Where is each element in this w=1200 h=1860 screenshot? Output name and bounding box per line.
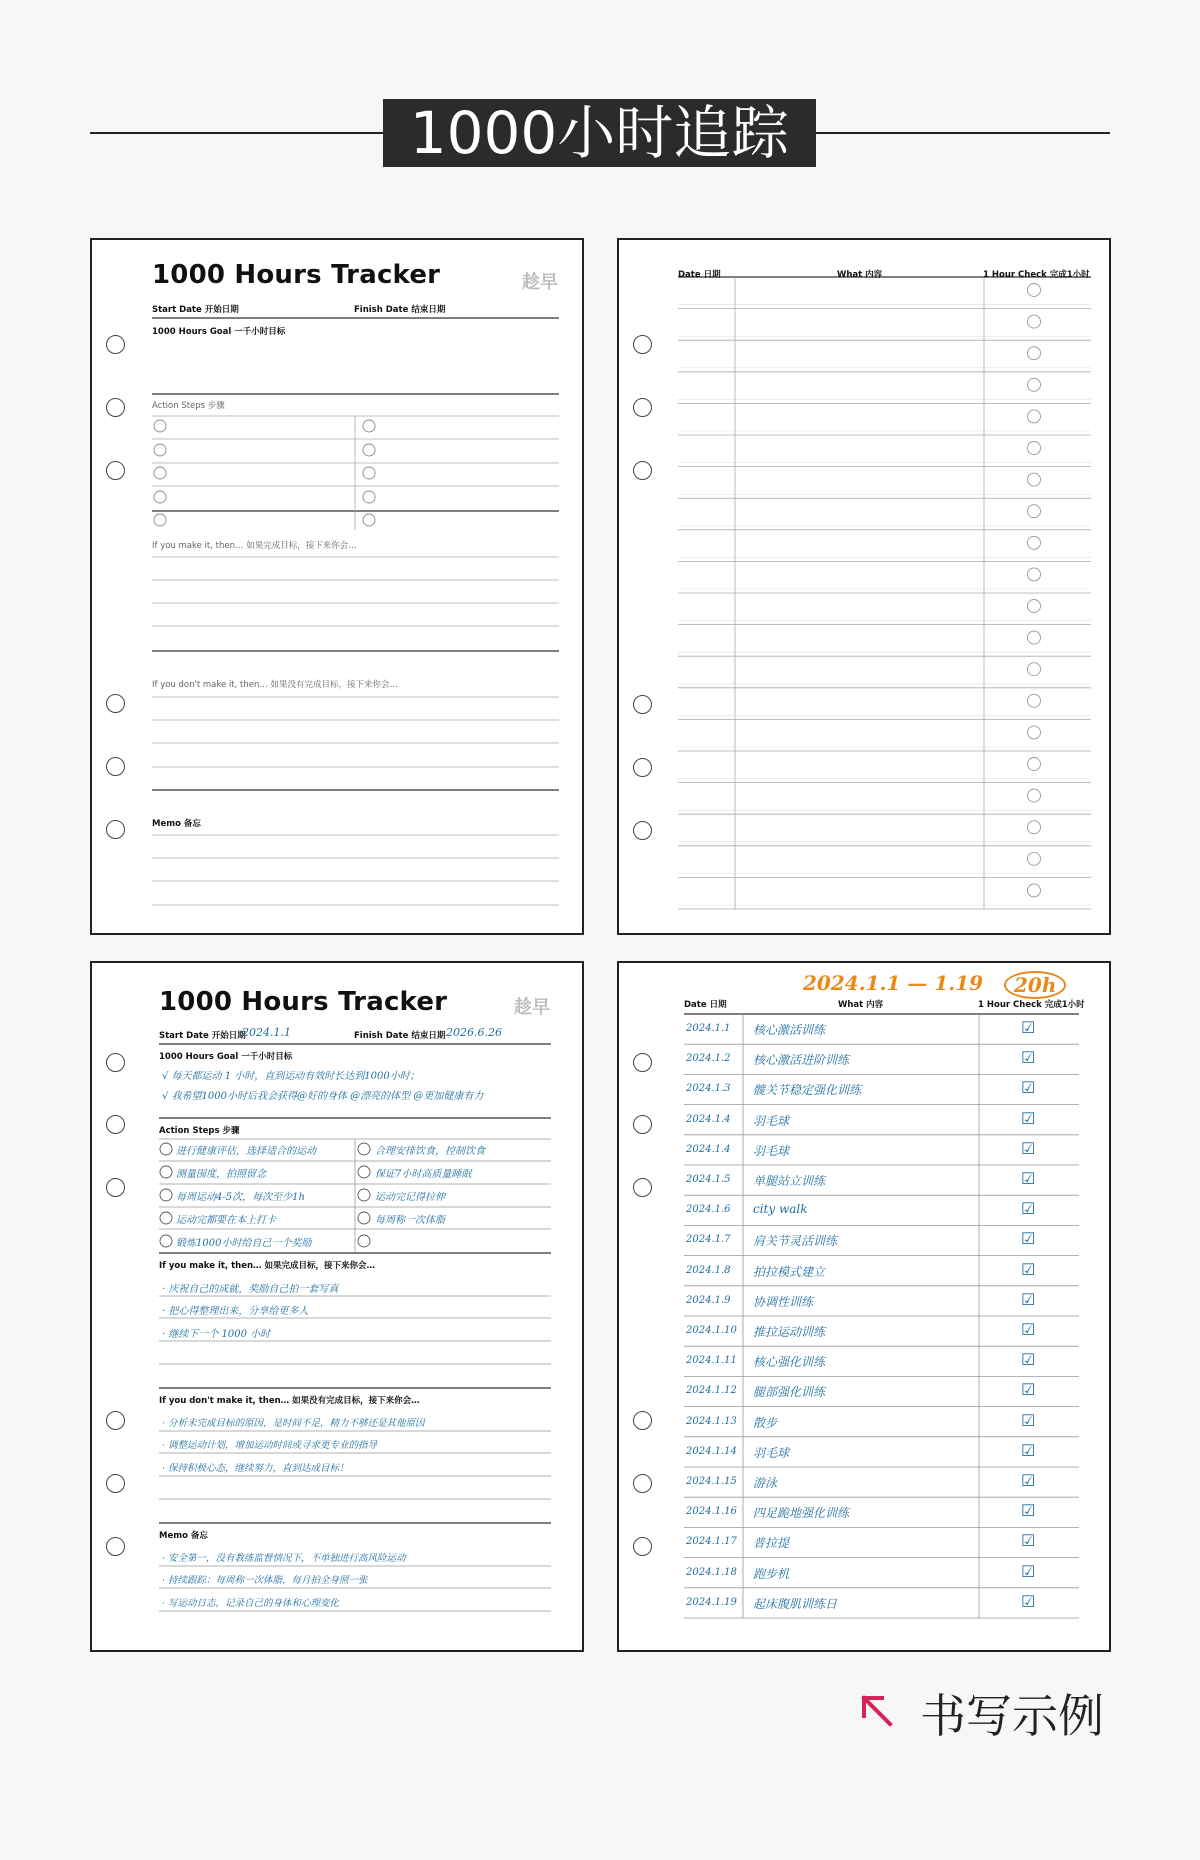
log-entry-activity: 普拉提 bbox=[753, 1536, 790, 1551]
binder-hole bbox=[633, 695, 652, 714]
binder-hole bbox=[633, 335, 652, 354]
log-what-header: What 内容 bbox=[837, 270, 883, 280]
if-not-line: · 分析未完成目标的原因，是时间不足，精力不够还是其他原因 bbox=[162, 1418, 425, 1429]
log-entry-activity: 核心强化训练 bbox=[753, 1355, 826, 1370]
binder-hole bbox=[633, 1115, 652, 1134]
example-log-what-header: What 内容 bbox=[838, 1000, 884, 1010]
arrow-up-left-icon bbox=[858, 1692, 898, 1732]
brand-logo: 趁早 bbox=[522, 272, 558, 293]
binder-hole bbox=[106, 820, 125, 839]
binder-hole bbox=[106, 694, 125, 713]
binder-hole bbox=[106, 461, 125, 480]
goal-line: √ 我希望1000小时后我会获得@好的身体 @漂亮的体型 @更加健康有力 bbox=[162, 1091, 484, 1102]
log-entry-check-icon: ☑ bbox=[1021, 1048, 1036, 1068]
example-start-date: 2024.1.1 bbox=[242, 1026, 291, 1039]
if-make-line: · 把心得整理出来，分享给更多人 bbox=[162, 1306, 309, 1317]
binder-hole bbox=[633, 1537, 652, 1556]
memo-line: · 写运动日志，记录自己的身体和心理变化 bbox=[162, 1598, 340, 1609]
if-make-line: · 庆祝自己的成就，奖励自己拍一套写真 bbox=[162, 1284, 339, 1295]
log-entry-date: 2024.1.4 bbox=[686, 1143, 731, 1155]
log-entry-date: 2024.1.10 bbox=[686, 1325, 737, 1336]
log-entry-activity: city walk bbox=[753, 1202, 808, 1217]
log-entry-check-icon: ☑ bbox=[1021, 1018, 1036, 1037]
example-log-page bbox=[617, 961, 1111, 1652]
if-not-line: · 调整运动计划，增加运动时间或寻求更专业的指导 bbox=[162, 1440, 378, 1451]
log-entry-date: 2024.1.9 bbox=[686, 1294, 731, 1306]
log-entry-date: 2024.1.7 bbox=[686, 1234, 731, 1246]
binder-hole bbox=[106, 1178, 125, 1197]
binder-hole bbox=[633, 821, 652, 840]
binder-hole bbox=[106, 1474, 125, 1493]
action-steps-label: Action Steps 步骤 bbox=[152, 401, 225, 411]
action-step: 进行健康评估，选择适合的运动 bbox=[176, 1146, 316, 1157]
binder-hole bbox=[633, 758, 652, 777]
example-log-grid bbox=[619, 963, 1111, 1652]
log-entry-activity: 肩关节灵活训练 bbox=[753, 1234, 838, 1249]
action-step: 合理安排饮食，控制饮食 bbox=[375, 1146, 485, 1157]
action-step: 保证7小时高质量睡眠 bbox=[375, 1169, 472, 1180]
log-entry-check-icon: ☑ bbox=[1021, 1229, 1036, 1249]
example-finish-date: 2026.6.26 bbox=[446, 1026, 502, 1039]
log-entry-date: 2024.1.4 bbox=[686, 1113, 731, 1125]
blank-log-page bbox=[617, 238, 1111, 935]
log-entry-date: 2024.1.11 bbox=[686, 1355, 737, 1367]
example-if-not-label: If you don't make it, then… 如果没有完成目标，接下来你会… bbox=[159, 1396, 420, 1406]
log-entry-check-icon: ☑ bbox=[1021, 1108, 1036, 1128]
action-step: 运动完都要在本上打卡 bbox=[176, 1215, 276, 1226]
binder-hole bbox=[633, 1053, 652, 1072]
log-entry-check-icon: ☑ bbox=[1021, 1561, 1036, 1581]
tracker-title: 1000 Hours Tracker bbox=[152, 260, 441, 290]
example-log-total: 20h bbox=[1004, 971, 1066, 999]
log-entry-activity: 游泳 bbox=[753, 1476, 778, 1490]
example-log-date-header: Date 日期 bbox=[684, 1000, 727, 1010]
log-entry-activity: 腿部强化训练 bbox=[753, 1385, 826, 1400]
goal-label: 1000 Hours Goal 一千小时目标 bbox=[152, 327, 286, 337]
page-title: 1000小时追踪 bbox=[383, 99, 816, 167]
log-entry-check-icon: ☑ bbox=[1021, 1410, 1036, 1430]
action-step: 运动完记得拉伸 bbox=[375, 1192, 445, 1203]
blank-log-grid bbox=[619, 240, 1111, 935]
action-step: 测量围度，拍照留念 bbox=[176, 1169, 266, 1180]
if-make-line: · 继续下一个 1000 小时 bbox=[162, 1329, 271, 1340]
log-entry-activity: 羽毛球 bbox=[753, 1113, 790, 1128]
example-tracker-page bbox=[90, 961, 584, 1652]
log-entry-date: 2024.1.2 bbox=[686, 1053, 731, 1065]
log-entry-date: 2024.1.5 bbox=[686, 1174, 731, 1185]
binder-hole bbox=[633, 1178, 652, 1197]
log-entry-activity: 拍拉模式建立 bbox=[753, 1264, 826, 1279]
if-make-label: If you make it, then… 如果完成目标，接下来你会… bbox=[152, 541, 357, 551]
action-step: 每周称一次体脂 bbox=[375, 1215, 445, 1226]
log-entry-check-icon: ☑ bbox=[1021, 1289, 1036, 1309]
example-tracker-title: 1000 Hours Tracker bbox=[159, 987, 448, 1017]
memo-label: Memo 备忘 bbox=[152, 819, 201, 829]
log-entry-date: 2024.1.14 bbox=[686, 1445, 737, 1457]
example-brand-logo: 趁早 bbox=[514, 997, 550, 1018]
log-entry-activity: 核心激活训练 bbox=[753, 1023, 826, 1037]
binder-hole bbox=[106, 1537, 125, 1556]
log-entry-check-icon: ☑ bbox=[1021, 1471, 1036, 1490]
log-check-header: 1 Hour Check 完成1小时 bbox=[983, 270, 1090, 280]
log-entry-check-icon: ☑ bbox=[1021, 1380, 1036, 1400]
log-entry-activity: 推拉运动训练 bbox=[753, 1325, 826, 1339]
example-if-make-label: If you make it, then… 如果完成目标，接下来你会… bbox=[159, 1261, 376, 1271]
example-start-label: Start Date 开始日期 bbox=[159, 1031, 246, 1041]
action-step: 锻炼1000小时给自己一个奖励 bbox=[176, 1238, 312, 1249]
log-entry-date: 2024.1.13 bbox=[686, 1415, 737, 1427]
example-memo-label: Memo 备忘 bbox=[159, 1531, 208, 1541]
log-entry-activity: 羽毛球 bbox=[753, 1143, 790, 1158]
log-entry-check-icon: ☑ bbox=[1021, 1531, 1036, 1551]
log-entry-check-icon: ☑ bbox=[1021, 1501, 1036, 1521]
log-entry-check-icon: ☑ bbox=[1021, 1078, 1036, 1098]
log-entry-date: 2024.1.1 bbox=[686, 1023, 731, 1034]
binder-hole bbox=[633, 398, 652, 417]
log-entry-date: 2024.1.16 bbox=[686, 1506, 737, 1518]
log-entry-check-icon: ☑ bbox=[1021, 1350, 1036, 1370]
log-entry-activity: 散步 bbox=[753, 1415, 778, 1430]
log-entry-date: 2024.1.3 bbox=[686, 1083, 731, 1095]
log-entry-date: 2024.1.19 bbox=[686, 1596, 737, 1608]
binder-hole bbox=[106, 335, 125, 354]
blank-tracker-page bbox=[90, 238, 584, 935]
binder-hole bbox=[633, 1474, 652, 1493]
log-entry-activity: 四足跪地强化训练 bbox=[753, 1506, 850, 1521]
log-entry-activity: 髋关节稳定强化训练 bbox=[753, 1083, 862, 1098]
binder-hole bbox=[106, 1115, 125, 1134]
log-entry-date: 2024.1.18 bbox=[686, 1566, 737, 1578]
binder-hole bbox=[633, 1411, 652, 1430]
if-not-line: · 保持积极心态，继续努力，直到达成目标！ bbox=[162, 1463, 349, 1474]
example-goal-label: 1000 Hours Goal 一千小时目标 bbox=[159, 1052, 293, 1062]
binder-hole bbox=[106, 1411, 125, 1430]
binder-hole bbox=[633, 461, 652, 480]
log-entry-check-icon: ☑ bbox=[1021, 1320, 1036, 1339]
memo-line: · 持续跟踪：每周称一次体脂，每月拍全身照一张 bbox=[162, 1575, 368, 1586]
log-entry-check-icon: ☑ bbox=[1021, 1138, 1036, 1158]
example-finish-label: Finish Date 结束日期 bbox=[354, 1031, 446, 1041]
log-entry-check-icon: ☑ bbox=[1021, 1259, 1036, 1279]
log-date-header: Date 日期 bbox=[678, 270, 721, 280]
log-entry-activity: 跑步机 bbox=[753, 1566, 790, 1581]
memo-line: · 安全第一，没有教练监督情况下，不单独进行高风险运动 bbox=[162, 1553, 406, 1564]
log-entry-date: 2024.1.15 bbox=[686, 1476, 737, 1487]
log-entry-check-icon: ☑ bbox=[1021, 1169, 1036, 1188]
action-step: 每周运动4-5次，每次至少1h bbox=[176, 1192, 305, 1203]
log-entry-activity: 单腿站立训练 bbox=[753, 1174, 826, 1188]
finish-date-label: Finish Date 结束日期 bbox=[354, 305, 446, 315]
log-entry-date: 2024.1.8 bbox=[686, 1264, 731, 1276]
log-entry-activity: 协调性训练 bbox=[753, 1294, 814, 1309]
start-date-label: Start Date 开始日期 bbox=[152, 305, 239, 315]
log-entry-activity: 羽毛球 bbox=[753, 1445, 790, 1460]
log-entry-check-icon: ☑ bbox=[1021, 1440, 1036, 1460]
log-entry-check-icon: ☑ bbox=[1021, 1591, 1036, 1611]
log-entry-activity: 核心激活进阶训练 bbox=[753, 1053, 850, 1068]
example-log-check-header: 1 Hour Check 完成1小时 bbox=[978, 1000, 1085, 1010]
binder-hole bbox=[106, 1053, 125, 1072]
log-entry-date: 2024.1.17 bbox=[686, 1536, 737, 1548]
example-log-range: 2024.1.1 — 1.19 bbox=[803, 971, 984, 995]
goal-line: √ 每天都运动 1 小时，直到运动有效时长达到1000小时； bbox=[162, 1071, 420, 1082]
log-entry-date: 2024.1.12 bbox=[686, 1385, 737, 1397]
blank-tracker-rules bbox=[92, 240, 584, 935]
log-entry-activity: 起床腹肌训练日 bbox=[753, 1596, 838, 1611]
binder-hole bbox=[106, 757, 125, 776]
log-entry-check-icon: ☑ bbox=[1021, 1199, 1036, 1219]
binder-hole bbox=[106, 398, 125, 417]
caption-writing-example: 书写示例 bbox=[920, 1689, 1104, 1743]
log-entry-date: 2024.1.6 bbox=[686, 1204, 731, 1216]
if-not-label: If you don't make it, then… 如果没有完成目标，接下来你会… bbox=[152, 680, 399, 690]
example-action-label: Action Steps 步骤 bbox=[159, 1126, 240, 1136]
